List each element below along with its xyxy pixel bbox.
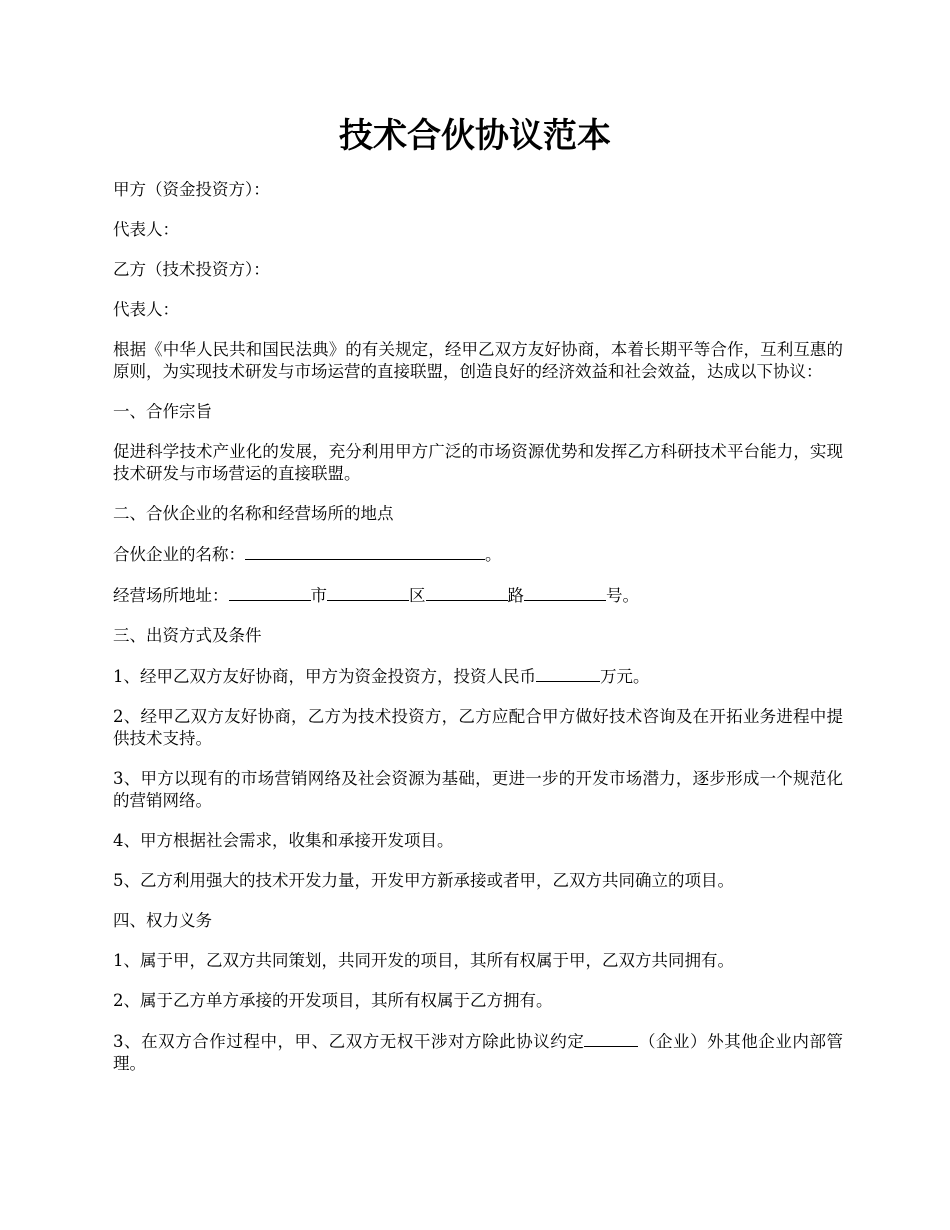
address-city-label: 市 bbox=[310, 586, 327, 605]
section-4-item-1: 1、属于甲，乙双方共同策划，共同开发的项目，其所有权属于甲，乙双方共同拥有。 bbox=[113, 951, 734, 970]
section-1-heading: 一、合作宗旨 bbox=[113, 402, 212, 421]
section-3-item-4: 4、甲方根据社会需求，收集和承接开发项目。 bbox=[113, 831, 454, 850]
business-address-line bbox=[113, 584, 843, 607]
section-4-item-3 bbox=[113, 1030, 843, 1075]
section-4-item-2: 2、属于乙方单方承接的开发项目，其所有权属于乙方拥有。 bbox=[113, 991, 553, 1010]
party-a-line: 甲方（资金投资方）： bbox=[113, 180, 270, 199]
investment-amount-suffix: 万元。 bbox=[600, 667, 650, 686]
company-name-end: 。 bbox=[485, 545, 502, 564]
enterprise-clause-prefix: 3、在双方合作过程中，甲、乙双方无权干涉对方除此协议约定 bbox=[113, 1032, 585, 1051]
address-label: 经营场所地址： bbox=[113, 586, 229, 605]
company-name-label: 合伙企业的名称： bbox=[113, 545, 245, 564]
address-number-label: 号。 bbox=[606, 586, 639, 605]
document-body bbox=[113, 179, 843, 1093]
section-3-heading: 三、出资方式及条件 bbox=[113, 626, 262, 645]
investment-amount-prefix: 1、经甲乙双方友好协商，甲方为资金投资方，投资人民币 bbox=[113, 667, 536, 686]
party-b-representative-line: 代表人： bbox=[113, 300, 179, 319]
section-4-heading: 四、权力义务 bbox=[113, 911, 212, 930]
address-road-blank bbox=[426, 584, 508, 601]
document-title: 技术合伙协议范本 bbox=[339, 116, 611, 156]
section-3-item-1 bbox=[113, 665, 843, 688]
address-city-blank bbox=[229, 584, 311, 601]
enterprise-blank bbox=[584, 1030, 638, 1047]
address-number-blank bbox=[524, 584, 606, 601]
company-name-blank bbox=[245, 543, 485, 560]
party-a-representative-line: 代表人： bbox=[113, 220, 179, 239]
company-name-line bbox=[113, 543, 843, 566]
address-district-blank bbox=[327, 584, 409, 601]
investment-amount-blank bbox=[536, 665, 600, 682]
section-3-item-2: 2、经甲乙双方友好协商，乙方为技术投资方，乙方应配合甲方做好技术咨询及在开拓业务进程中提供技术支持。 bbox=[113, 707, 843, 748]
section-3-item-5: 5、乙方利用强大的技术开发力量，开发甲方新承接或者甲，乙双方共同确立的项目。 bbox=[113, 871, 734, 890]
section-2-heading: 二、合伙企业的名称和经营场所的地点 bbox=[113, 504, 394, 523]
address-road-label: 路 bbox=[507, 586, 524, 605]
section-3-item-3: 3、甲方以现有的市场营销网络及社会资源为基础，更进一步的开发市场潜力，逐步形成一个规范化的营销网络。 bbox=[113, 769, 843, 810]
section-1-text: 促进科学技术产业化的发展，充分利用甲方广泛的市场资源优势和发挥乙方科研技术平台能力，实现技术研发与市场营运的直接联盟。 bbox=[113, 442, 843, 483]
enterprise-clause-suffix: （企业）外其他企业内部管理。 bbox=[113, 1032, 844, 1073]
party-b-line: 乙方（技术投资方）： bbox=[113, 260, 270, 279]
preamble-paragraph: 根据《中华人民共和国民法典》的有关规定，经甲乙双方友好协商，本着长期平等合作，互利互惠的原则，为实现技术研发与市场运营的直接联盟，创造良好的经济效益和社会效益，达成以下协议： bbox=[113, 340, 843, 381]
address-district-label: 区 bbox=[409, 586, 426, 605]
